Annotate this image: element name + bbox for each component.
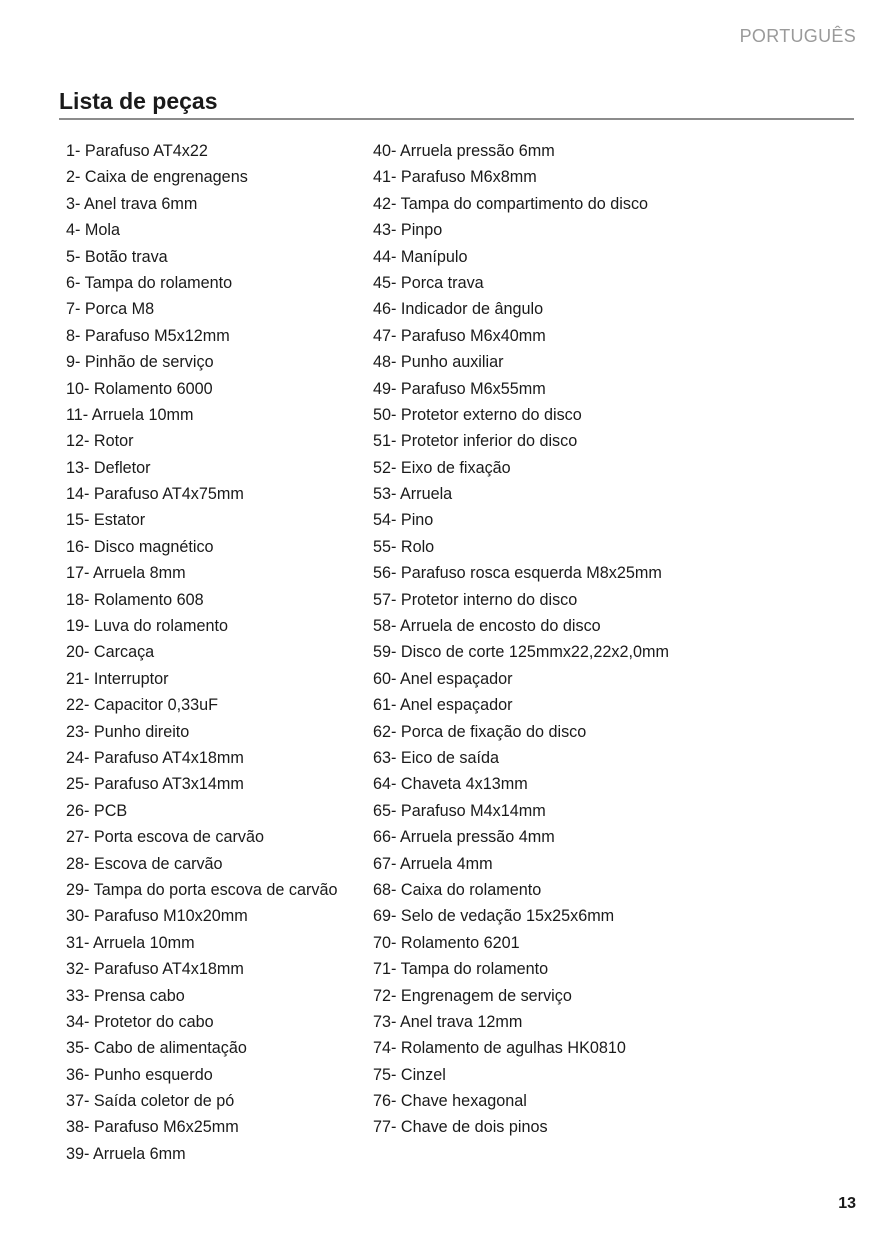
part-list-item: 65- Parafuso M4x14mm (373, 801, 546, 820)
part-list-item: 76- Chave hexagonal (373, 1092, 527, 1111)
part-list-item: 49- Parafuso M6x55mm (373, 379, 546, 398)
part-list-item: 14- Parafuso AT4x75mm (66, 485, 244, 504)
part-list-item: 75- Cinzel (373, 1065, 446, 1084)
part-list-item: 61- Anel espaçador (373, 696, 513, 715)
part-list-item: 37- Saída coletor de pó (66, 1092, 235, 1111)
part-list-item: 27- Porta escova de carvão (66, 828, 264, 847)
part-list-item: 43- Pinpo (373, 221, 443, 240)
page-number: 13 (838, 1195, 856, 1212)
part-list-item: 25- Parafuso AT3x14mm (66, 775, 244, 794)
part-list-item: 36- Punho esquerdo (66, 1065, 213, 1084)
part-list-item: 66- Arruela pressão 4mm (373, 828, 555, 847)
part-list-item: 68- Caixa do rolamento (373, 880, 542, 899)
part-list-item: 62- Porca de fixação do disco (373, 722, 587, 741)
part-list-item: 54- Pino (373, 511, 434, 530)
part-list-item: 63- Eico de saída (373, 748, 499, 767)
part-list-item: 32- Parafuso AT4x18mm (66, 960, 244, 979)
part-list-item: 6- Tampa do rolamento (66, 273, 233, 292)
part-list-item: 12- Rotor (66, 432, 134, 451)
part-list-item: 45- Porca trava (373, 273, 484, 292)
part-list-item: 8- Parafuso M5x12mm (66, 326, 230, 345)
part-list-item: 48- Punho auxiliar (373, 353, 504, 372)
part-list-item: 19- Luva do rolamento (66, 617, 228, 636)
part-list-item: 4- Mola (66, 221, 120, 240)
part-list-item: 60- Anel espaçador (373, 669, 513, 688)
part-list-item: 69- Selo de vedação 15x25x6mm (373, 907, 615, 926)
parts-list-right (373, 138, 669, 1141)
part-list-item: 67- Arruela 4mm (373, 854, 493, 873)
part-list-item: 42- Tampa do compartimento do disco (373, 194, 649, 213)
part-list-item: 53- Arruela (373, 485, 453, 504)
part-list-item: 39- Arruela 6mm (66, 1144, 186, 1163)
part-list-item: 26- PCB (66, 801, 128, 820)
part-list-item: 16- Disco magnético (66, 537, 214, 556)
part-list-item: 9- Pinhão de serviço (66, 353, 214, 372)
part-list-item: 47- Parafuso M6x40mm (373, 326, 546, 345)
part-list-item: 24- Parafuso AT4x18mm (66, 748, 244, 767)
part-list-item: 35- Cabo de alimentação (66, 1039, 247, 1058)
part-list-item: 70- Rolamento 6201 (373, 933, 520, 952)
part-list-item: 5- Botão trava (66, 247, 168, 266)
part-list-item: 38- Parafuso M6x25mm (66, 1118, 239, 1137)
part-list-item: 44- Manípulo (373, 247, 468, 266)
part-list-item: 46- Indicador de ângulo (373, 300, 544, 319)
part-list-item: 73- Anel trava 12mm (373, 1012, 523, 1031)
part-list-item: 17- Arruela 8mm (66, 564, 186, 583)
part-list-item: 23- Punho direito (66, 722, 190, 741)
part-list-item: 2- Caixa de engrenagens (66, 168, 248, 187)
part-list-item: 57- Protetor interno do disco (373, 590, 578, 609)
part-list-item: 40- Arruela pressão 6mm (373, 142, 555, 160)
part-list-item: 28- Escova de carvão (66, 854, 223, 873)
part-list-item: 72- Engrenagem de serviço (373, 986, 572, 1005)
part-list-item: 71- Tampa do rolamento (373, 960, 549, 979)
language-label: PORTUGUÊS (739, 26, 856, 46)
part-list-item: 29- Tampa do porta escova de carvão (66, 880, 338, 899)
part-list-item: 11- Arruela 10mm (66, 405, 194, 424)
part-list-item: 15- Estator (66, 511, 146, 530)
part-list-item: 1- Parafuso AT4x22 (66, 142, 208, 160)
part-list-item: 50- Protetor externo do disco (373, 405, 582, 424)
part-list-item: 74- Rolamento de agulhas HK0810 (373, 1039, 626, 1058)
part-list-item: 56- Parafuso rosca esquerda M8x25mm (373, 564, 662, 583)
part-list-item: 34- Protetor do cabo (66, 1012, 214, 1031)
part-list-item: 58- Arruela de encosto do disco (373, 617, 601, 636)
part-list-item: 31- Arruela 10mm (66, 933, 195, 952)
part-list-item: 18- Rolamento 608 (66, 590, 204, 609)
part-list-item: 55- Rolo (373, 537, 435, 556)
part-list-item: 22- Capacitor 0,33uF (66, 696, 219, 715)
part-list-item: 59- Disco de corte 125mmx22,22x2,0mm (373, 643, 669, 662)
part-list-item: 7- Porca M8 (66, 300, 155, 319)
part-list-item: 13- Defletor (66, 458, 151, 477)
parts-list-left (66, 138, 337, 1167)
part-list-item: 33- Prensa cabo (66, 986, 185, 1005)
title-divider (59, 118, 854, 120)
part-list-item: 21- Interruptor (66, 669, 169, 688)
part-list-item: 77- Chave de dois pinos (373, 1118, 548, 1137)
part-list-item: 51- Protetor inferior do disco (373, 432, 578, 451)
part-list-item: 20- Carcaça (66, 643, 155, 662)
page-title: Lista de peças (59, 88, 218, 114)
part-list-item: 10- Rolamento 6000 (66, 379, 213, 398)
part-list-item: 64- Chaveta 4x13mm (373, 775, 528, 794)
part-list-item: 52- Eixo de fixação (373, 458, 511, 477)
part-list-item: 41- Parafuso M6x8mm (373, 168, 537, 187)
part-list-item: 30- Parafuso M10x20mm (66, 907, 248, 926)
part-list-item: 3- Anel trava 6mm (66, 194, 198, 213)
